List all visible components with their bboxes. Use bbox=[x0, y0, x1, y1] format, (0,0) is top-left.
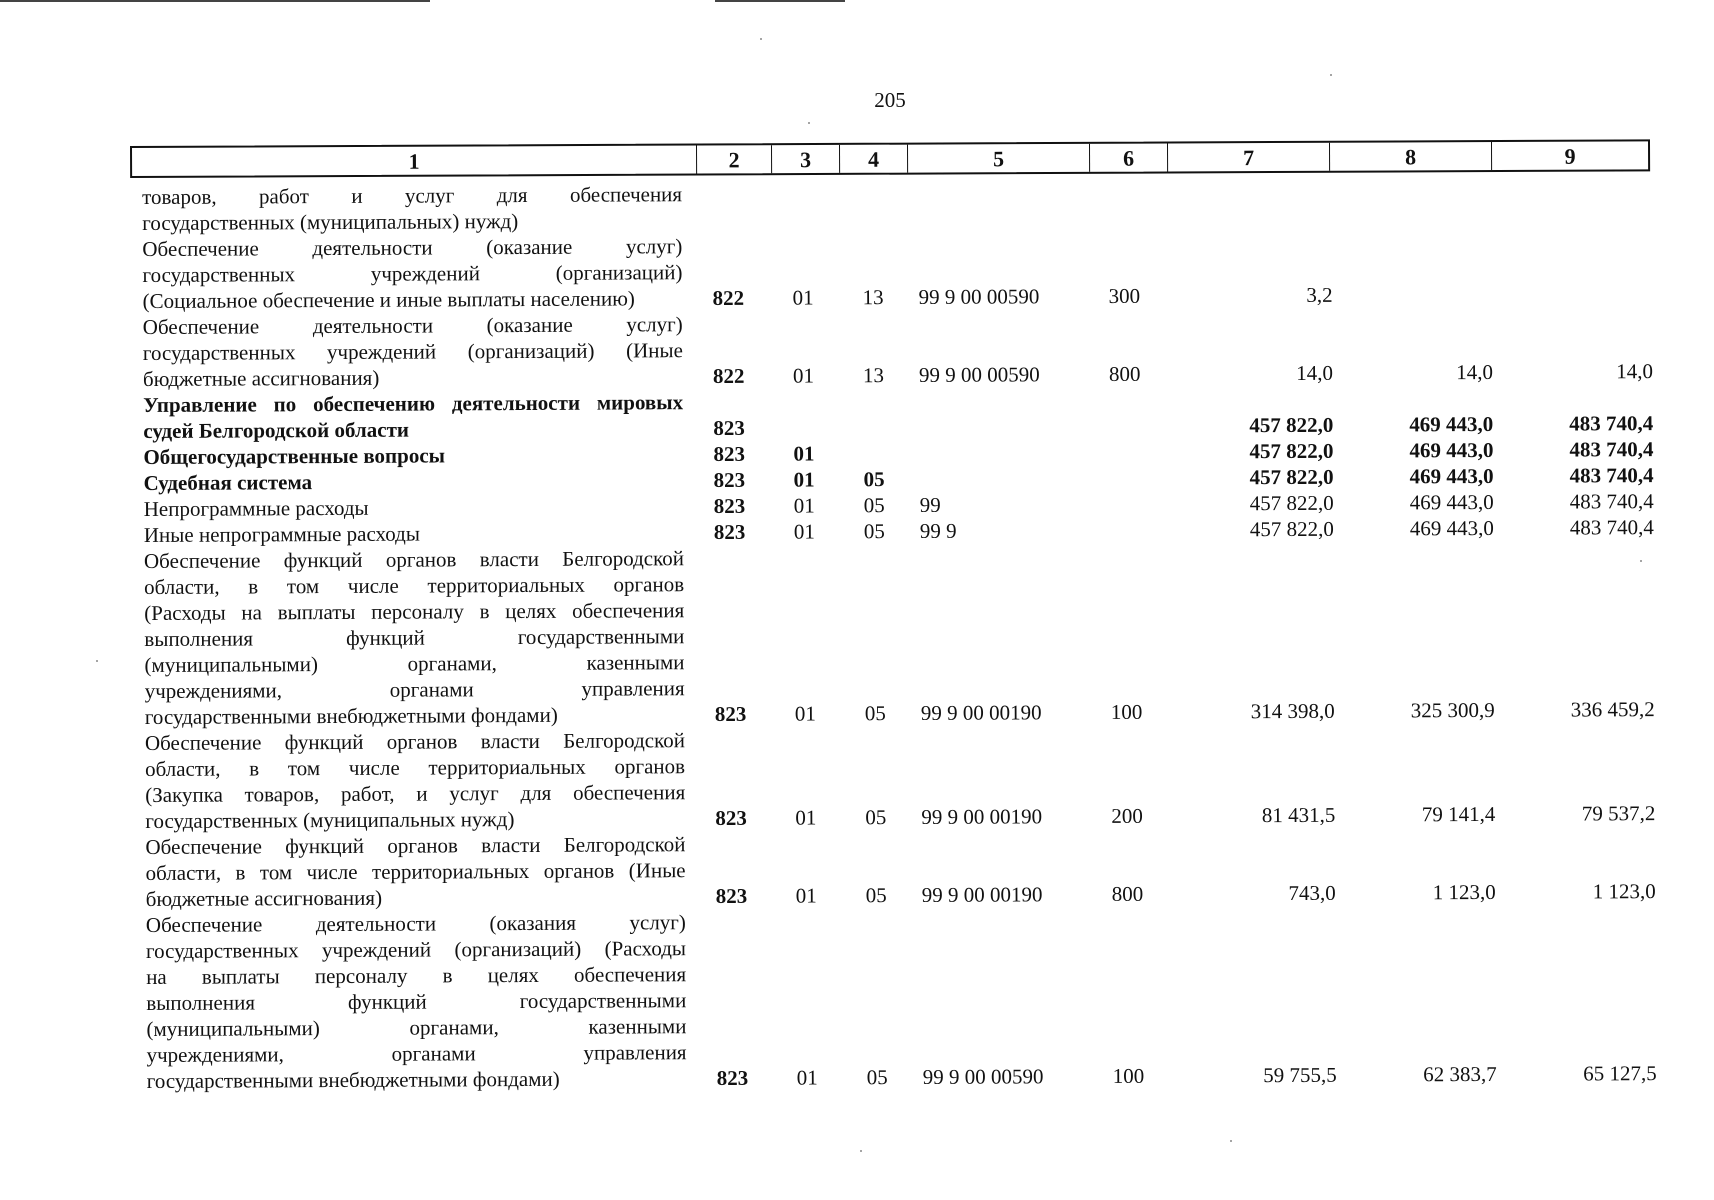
table-header bbox=[130, 139, 1650, 178]
cell-col-9: 483 740,4 bbox=[1569, 411, 1654, 436]
header-col-8: 8 bbox=[1330, 142, 1492, 171]
cell-col-9: 483 740,4 bbox=[1569, 489, 1654, 514]
cell-col-3: 01 bbox=[796, 1065, 818, 1090]
cell-col-8: 469 443,0 bbox=[1409, 411, 1494, 437]
cell-col-9: 1 123,0 bbox=[1592, 879, 1656, 904]
cell-col-3: 01 bbox=[792, 285, 814, 310]
row-name-line: выполнения функций государственными bbox=[144, 624, 685, 651]
row-name bbox=[142, 181, 682, 236]
row-name bbox=[143, 311, 683, 392]
scan-speck bbox=[1230, 1140, 1232, 1142]
cell-col-8: 469 443,0 bbox=[1409, 463, 1494, 489]
table-body bbox=[142, 176, 1667, 1094]
header-col-5: 5 bbox=[908, 144, 1090, 173]
cell-col-5: 99 9 00 00590 bbox=[918, 362, 1040, 387]
cell-col-8: 79 141,4 bbox=[1421, 801, 1496, 827]
table-row bbox=[143, 384, 1663, 444]
cell-col-5: 99 9 00 00190 bbox=[921, 882, 1043, 907]
cell-col-4: 05 bbox=[863, 467, 885, 492]
cell-col-4: 05 bbox=[865, 883, 887, 908]
row-name-line: Судебная система bbox=[143, 470, 313, 495]
cell-col-4: 05 bbox=[863, 519, 885, 544]
scan-edge-line-right bbox=[715, 0, 845, 2]
header-col-1: 1 bbox=[132, 146, 697, 176]
page-number: 205 bbox=[874, 88, 906, 112]
cell-col-9: 65 127,5 bbox=[1583, 1061, 1657, 1086]
row-name-line: бюджетные ассигнования) bbox=[142, 365, 380, 391]
row-name-line: государственных (муниципальных нужд) bbox=[145, 807, 515, 833]
scan-speck bbox=[1640, 560, 1642, 562]
cell-col-7: 457 822,0 bbox=[1249, 464, 1334, 490]
cell-col-8: 469 443,0 bbox=[1409, 437, 1494, 463]
scan-speck bbox=[808, 122, 810, 124]
row-name-line: области, в том числе территориальных органов bbox=[145, 754, 686, 781]
cell-col-9: 483 740,4 bbox=[1569, 463, 1654, 488]
cell-col-2: 823 bbox=[713, 415, 745, 441]
row-name-line: Управление по обеспечению деятельности мировых bbox=[143, 390, 684, 417]
table-row bbox=[144, 540, 1665, 730]
scan-edge-line-left bbox=[0, 0, 430, 2]
row-name-line: выполнения функций государственными bbox=[146, 988, 687, 1015]
table-row bbox=[143, 306, 1663, 392]
header-col-2: 2 bbox=[697, 145, 772, 173]
cell-col-9: 336 459,2 bbox=[1570, 697, 1655, 722]
row-name-line: Общегосударственные вопросы bbox=[143, 443, 446, 469]
cell-col-3: 01 bbox=[795, 883, 817, 908]
cell-col-4: 13 bbox=[862, 285, 884, 310]
cell-col-4: 05 bbox=[865, 805, 887, 830]
row-name bbox=[142, 233, 682, 314]
cell-col-5: 99 9 00 00590 bbox=[922, 1064, 1044, 1089]
row-name-line: (муниципальными) органами, казенными bbox=[146, 1014, 687, 1041]
cell-col-2: 823 bbox=[716, 1065, 749, 1091]
scan-speck bbox=[1330, 74, 1332, 76]
cell-col-2: 823 bbox=[713, 441, 745, 467]
table-row bbox=[146, 904, 1667, 1094]
cell-col-8: 62 383,7 bbox=[1423, 1061, 1497, 1087]
cell-col-7: 14,0 bbox=[1296, 360, 1334, 385]
row-name-line: государственными внебюджетными фондами) bbox=[146, 1066, 560, 1093]
cell-col-3: 01 bbox=[793, 519, 815, 544]
cell-col-2: 823 bbox=[713, 467, 746, 493]
cell-col-7: 3,2 bbox=[1306, 282, 1333, 307]
row-name bbox=[143, 467, 683, 496]
cell-col-3: 01 bbox=[793, 467, 815, 492]
header-col-3: 3 bbox=[772, 145, 840, 173]
cell-col-6: 100 bbox=[1112, 1063, 1145, 1088]
row-name bbox=[143, 389, 683, 444]
row-name-line: товаров, работ и услуг для обеспечения bbox=[142, 182, 683, 209]
table-row bbox=[142, 176, 1662, 236]
row-name bbox=[144, 545, 685, 730]
cell-col-8: 1 123,0 bbox=[1432, 879, 1496, 905]
row-name-line: Обеспечение деятельности (оказание услуг) bbox=[142, 312, 683, 339]
cell-col-6: 200 bbox=[1111, 803, 1143, 828]
cell-col-3: 01 bbox=[792, 363, 815, 388]
row-name-line: государственных учреждений (организаций) bbox=[142, 260, 683, 287]
row-name-line: Обеспечение функций органов власти Белгородской bbox=[143, 546, 685, 573]
cell-col-5: 99 9 00 00190 bbox=[920, 700, 1042, 725]
row-name-line: Непрограммные расходы bbox=[143, 495, 369, 521]
scan-speck bbox=[96, 660, 98, 662]
row-name-line: бюджетные ассигнования) bbox=[145, 885, 383, 911]
row-name bbox=[145, 831, 685, 912]
cell-col-7: 457 822,0 bbox=[1249, 438, 1334, 464]
row-name-line: учреждениями, органами управления bbox=[146, 1040, 687, 1067]
table-row bbox=[145, 722, 1666, 834]
row-name-line: области, в том числе территориальных органов bbox=[144, 572, 685, 599]
cell-col-6: 800 bbox=[1108, 361, 1141, 386]
scan-speck bbox=[860, 1150, 862, 1152]
cell-col-2: 822 bbox=[712, 363, 745, 389]
row-name bbox=[145, 727, 686, 834]
table-row bbox=[145, 826, 1665, 912]
row-name-line: (муниципальными) органами, казенными bbox=[144, 650, 685, 677]
header-col-6: 6 bbox=[1090, 143, 1168, 171]
row-name-line: государственными внебюджетными фондами) bbox=[144, 702, 558, 729]
cell-col-5: 99 9 bbox=[919, 518, 957, 543]
row-name-line: судей Белгородской области bbox=[143, 417, 410, 443]
row-name bbox=[146, 909, 687, 1094]
cell-col-2: 823 bbox=[713, 493, 746, 519]
row-name bbox=[144, 519, 684, 548]
row-name-line: Обеспечение функций органов власти Белгородской bbox=[145, 832, 686, 859]
cell-col-7: 314 398,0 bbox=[1250, 698, 1335, 724]
cell-col-7: 743,0 bbox=[1288, 880, 1336, 906]
cell-col-3: 01 bbox=[795, 805, 817, 830]
cell-col-7: 457 822,0 bbox=[1249, 516, 1334, 542]
cell-col-7: 59 755,5 bbox=[1263, 1062, 1337, 1088]
row-name-line: государственных (муниципальных) нужд) bbox=[142, 209, 519, 235]
table-row bbox=[142, 228, 1662, 314]
cell-col-4: 13 bbox=[862, 363, 885, 388]
cell-col-9: 483 740,4 bbox=[1569, 437, 1654, 462]
cell-col-2: 823 bbox=[713, 519, 746, 545]
cell-col-4: 05 bbox=[864, 701, 886, 726]
cell-col-5: 99 bbox=[919, 492, 941, 517]
cell-col-7: 457 822,0 bbox=[1249, 490, 1334, 516]
cell-col-2: 823 bbox=[715, 883, 748, 909]
cell-col-3: 01 bbox=[794, 701, 816, 726]
row-name-line: на выплаты персоналу в целях обеспечения bbox=[146, 962, 687, 989]
row-name bbox=[143, 441, 683, 470]
row-name-line: (Закупка товаров, работ, и услуг для обеспечения bbox=[145, 780, 686, 807]
cell-col-2: 822 bbox=[712, 285, 745, 311]
cell-col-2: 823 bbox=[715, 805, 747, 831]
cell-col-6: 100 bbox=[1110, 699, 1143, 724]
row-name-line: учреждениями, органами управления bbox=[144, 676, 685, 703]
row-name-line: (Расходы на выплаты персоналу в целях обеспечения bbox=[144, 598, 685, 625]
row-name bbox=[144, 493, 684, 522]
cell-col-2: 823 bbox=[714, 701, 747, 727]
row-name-line: Обеспечение функций органов власти Белгородской bbox=[144, 728, 685, 755]
row-name-line: Обеспечение деятельности (оказание услуг) bbox=[142, 234, 683, 261]
cell-col-9: 79 537,2 bbox=[1581, 801, 1656, 826]
cell-col-6: 300 bbox=[1108, 283, 1141, 308]
cell-col-5: 99 9 00 00190 bbox=[921, 804, 1043, 829]
cell-col-6: 800 bbox=[1111, 881, 1144, 906]
row-name-line: (Социальное обеспечение и иные выплаты населению) bbox=[142, 286, 635, 313]
row-name-line: государственных учреждений (организаций) (Иные bbox=[142, 338, 683, 365]
cell-col-8: 325 300,9 bbox=[1410, 697, 1495, 723]
cell-col-3: 01 bbox=[793, 493, 815, 518]
cell-col-4: 05 bbox=[863, 493, 885, 518]
row-name-line: Иные непрограммные расходы bbox=[143, 521, 420, 547]
cell-col-5: 99 9 00 00590 bbox=[918, 284, 1040, 309]
cell-col-7: 457 822,0 bbox=[1249, 412, 1334, 438]
scan-speck bbox=[760, 38, 762, 40]
header-col-9: 9 bbox=[1564, 143, 1576, 169]
cell-col-9: 14,0 bbox=[1616, 359, 1654, 384]
cell-col-8: 14,0 bbox=[1456, 359, 1494, 385]
cell-col-3: 01 bbox=[793, 441, 815, 466]
header-col-7: 7 bbox=[1168, 143, 1330, 172]
row-name-line: государственных учреждений (организаций) (Расходы bbox=[145, 936, 687, 963]
header-col-4: 4 bbox=[840, 145, 908, 173]
row-name-line: области, в том числе территориальных органов (Иные bbox=[145, 858, 686, 885]
cell-col-9: 483 740,4 bbox=[1569, 515, 1654, 540]
cell-col-8: 469 443,0 bbox=[1409, 489, 1494, 515]
row-name-line: Обеспечение деятельности (оказания услуг) bbox=[145, 910, 686, 937]
cell-col-8: 469 443,0 bbox=[1409, 515, 1494, 541]
cell-col-7: 81 431,5 bbox=[1261, 802, 1336, 828]
cell-col-4: 05 bbox=[866, 1065, 888, 1090]
